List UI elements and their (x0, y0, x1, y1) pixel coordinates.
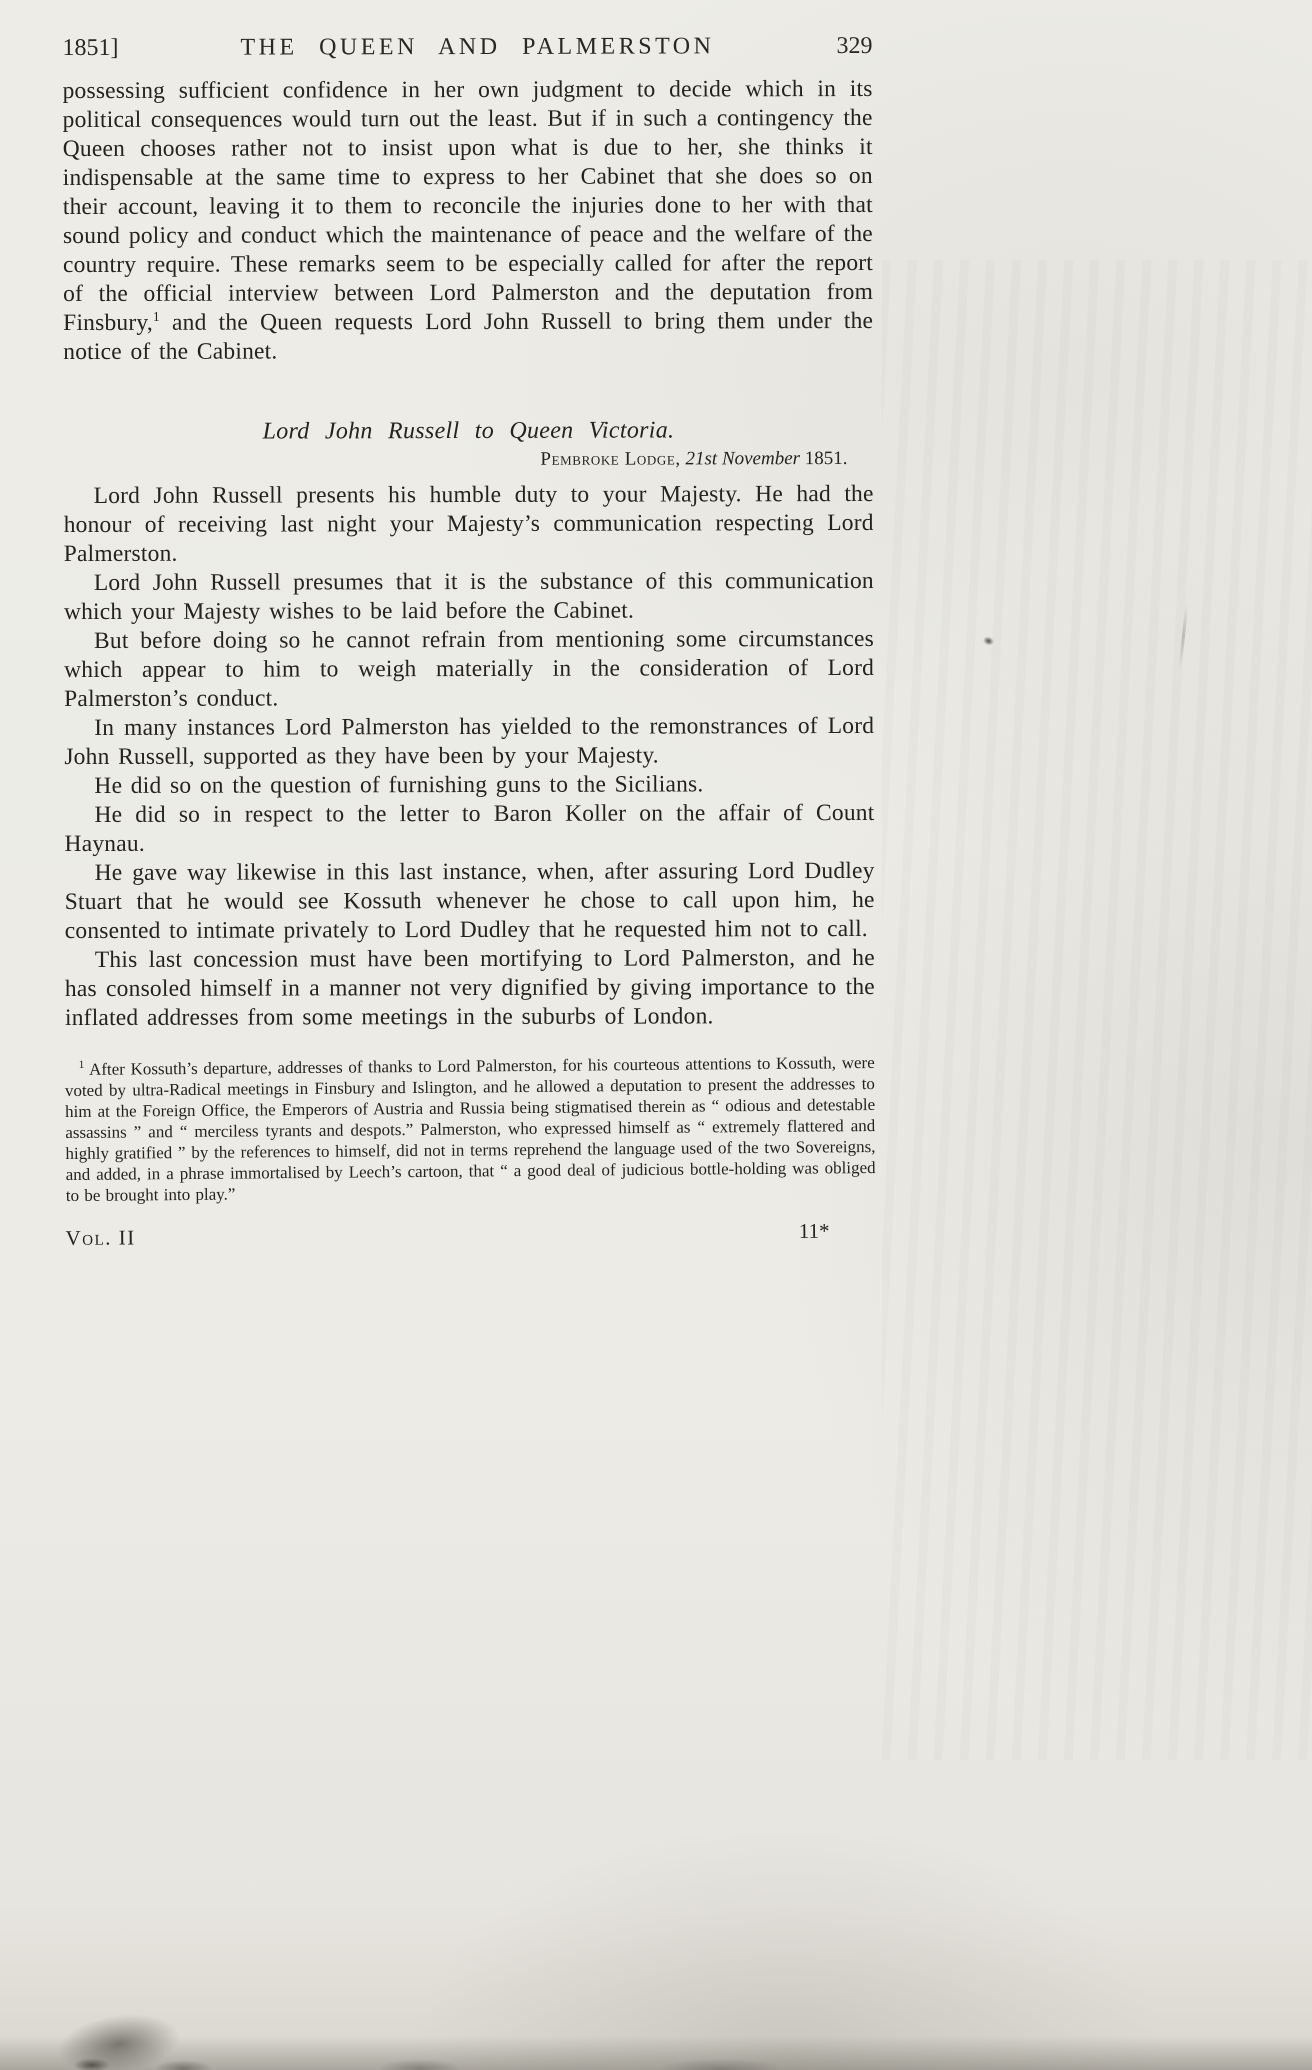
dateline-year: 1851. (804, 448, 848, 470)
footnote-marker: 1 (78, 1059, 85, 1072)
volume-label: Vol. II (65, 1225, 136, 1251)
letter-paragraph: Lord John Russell presumes that it is the substance of this communication which your Majesty wishes to be laid before the Cabinet. (63, 567, 874, 626)
header-title: THE QUEEN AND PALMERSTON (240, 33, 715, 61)
letter-paragraph: But before doing so he cannot refrain from mentioning some circumstances which appear to him to weigh materially in the consideration of Lord Palmerston’s conduct. (64, 625, 875, 713)
header-year: 1851] (62, 34, 119, 62)
dateline-date: 21st November (685, 448, 801, 470)
paragraph-continuation (63, 75, 874, 367)
letter-dateline (63, 448, 847, 472)
letter-paragraph: He did so on the question of furnishing guns to the Sicilians. (94, 771, 704, 799)
letter-heading: Lord John Russell to Queen Victoria. (262, 417, 675, 445)
letter-paragraph: He gave way likewise in this last instance, when, after assuring Lord Dudley Stuart that he would see Kossuth whenever he chose to call upon him, he consented to intimate privately to Lord Dudley that he requested him not to call. (64, 857, 875, 945)
footnote-reference: 1 (152, 308, 160, 324)
footnote (65, 1052, 876, 1206)
intro-text-2: and the Queen requests Lord John Russell to bring them under the notice of the Cabinet. (63, 307, 874, 366)
running-head (62, 33, 872, 62)
letter-paragraph: In many instances Lord Palmerston has yielded to the remonstrances of Lord John Russell, supported as they have been by your Majesty. (64, 712, 875, 771)
intro-text-1: possessing sufficient confidence in her own judgment to decide which in its political consequences would turn out the least. But if in such a contingency the Queen chooses rather not to insist upon what is due to her, she thinks it indispensable at the same time to express to her Cabinet that she does so on their account, leaving it to them to reconcile the injuries done to her with that sound policy and conduct which the maintenance of peace and the welfare of the country require. These remarks seem to be especially called for after the report of the official interview between Lord Palmerston and the deputation from Finsbury, (62, 75, 874, 337)
page-footer (65, 1218, 875, 1251)
page-content (62, 33, 875, 1251)
page-number: 329 (836, 32, 873, 60)
letter-paragraph: This last concession must have been mortifying to Lord Palmerston, and he has consoled himself in a manner not very dignified by giving importance to the inflated addresses from some meetings in the suburbs of London. (64, 944, 875, 1032)
signature-mark: 11* (798, 1218, 830, 1244)
scan-shading-right (882, 260, 1312, 1760)
dateline-place: Pembroke Lodge, (540, 448, 681, 470)
letter-paragraph: He did so in respect to the letter to Baron Koller on the affair of Count Haynau. (64, 799, 875, 858)
footnote-text: After Kossuth’s departure, addresses of thanks to Lord Palmerston, for his courteous attentions to Kossuth, were voted by ultra-Radical meetings in Finsbury and Islington, and he allowed a deputation to present the addresses to him at the Foreign Office, the Emperors of Austria and Russia being stigmatised therein as “ odious and detestable assassins ” and “ merciless tyrants and despots.” Palmerston, who expressed himself as “ extremely flattered and highly gratified ” by the references to himself, did not in terms reprehend the language used of the two Sovereigns, and added, in a phrase immortalised by Leech’s cartoon, that “ a good deal of judicious bottle-holding was obliged to be brought into play.” (64, 1052, 876, 1206)
corner-smudge (29, 1993, 208, 2070)
letter-paragraph: Lord John Russell presents his humble duty to your Majesty. He had the honour of receiving last night your Majesty’s communication respecting Lord Palmerston. (63, 480, 874, 568)
